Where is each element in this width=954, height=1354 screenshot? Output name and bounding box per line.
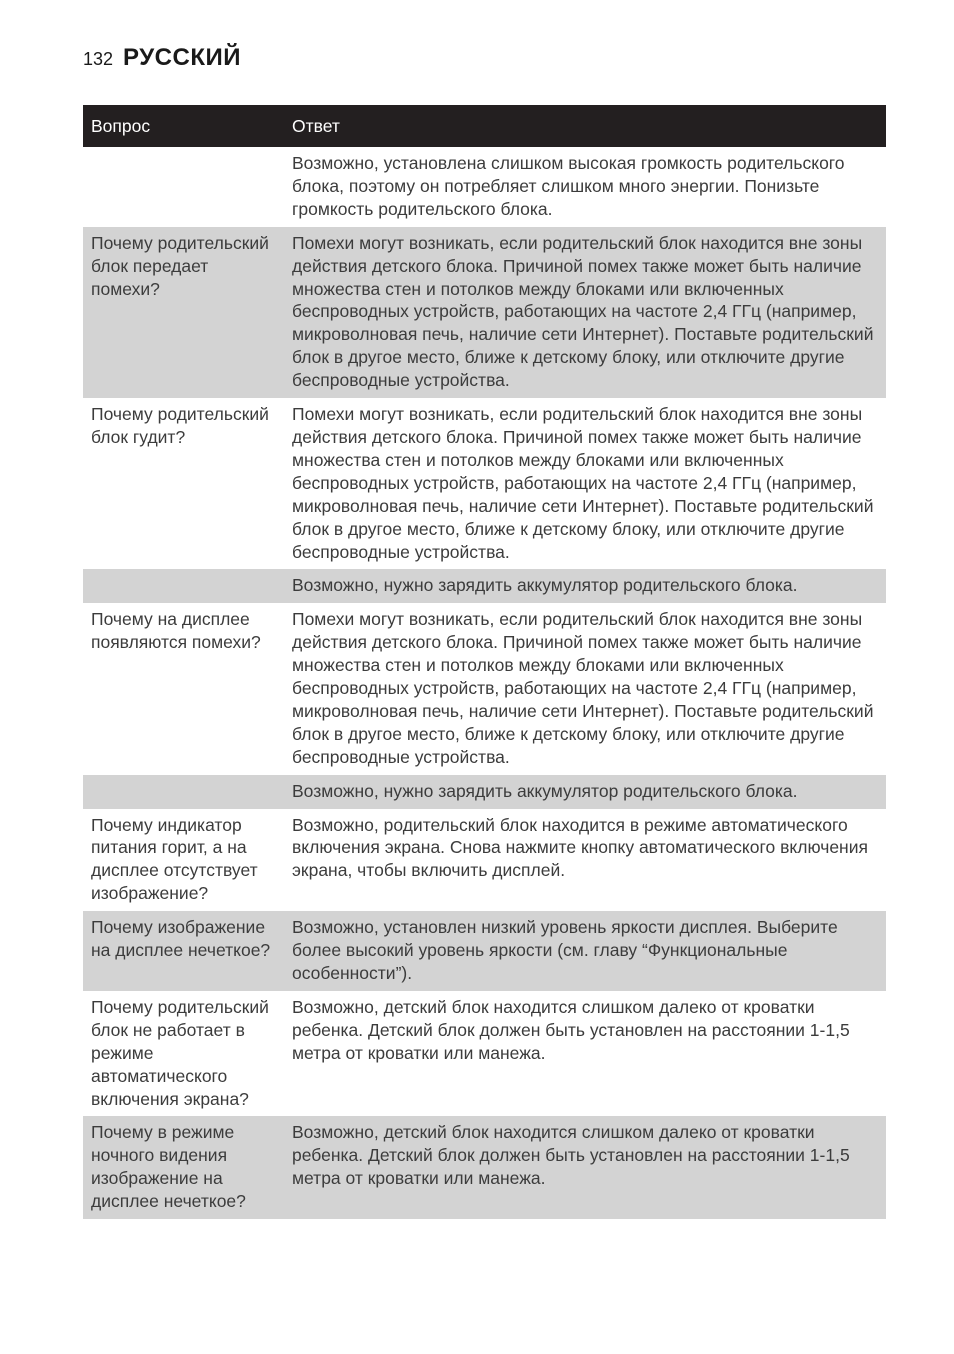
table-row	[83, 1116, 886, 1219]
answer-cell: Возможно, нужно зарядить аккумулятор родительского блока.	[284, 569, 886, 603]
answer-cell: Возможно, установлена слишком высокая громкость родительского блока, поэтому он потребляет слишком много энергии. Понизьте громкость родительского блока.	[292, 153, 845, 219]
answer-cell: Возможно, детский блок находится слишком далеко от кроватки ребенка. Детский блок должен быть установлен на расстоянии 1-1,5 метра от кроватки или манежа.	[284, 1116, 886, 1219]
table-row	[83, 398, 886, 569]
troubleshooting-table	[83, 105, 886, 1219]
page-number: 132	[83, 49, 114, 69]
question-cell: Почему родительский блок передает помехи?	[83, 227, 284, 398]
section-language-title: РУССКИЙ	[123, 44, 241, 71]
question-cell: Почему индикатор питания горит, а на дисплее отсутствует изображение?	[91, 814, 258, 904]
answer-cell: Возможно, установлен низкий уровень яркости дисплея. Выберите более высокий уровень яркости (см. главу “Функциональные особенности”).	[284, 911, 886, 991]
column-header-question: Вопрос	[83, 105, 284, 147]
page-header	[83, 44, 241, 72]
answer-cell: Возможно, родительский блок находится в режиме автоматического включения экрана. Снова нажмите кнопку автоматического включения экрана, чтобы включить дисплей.	[292, 814, 868, 881]
question-cell: Почему родительский блок гудит?	[91, 404, 269, 447]
question-cell: Почему в режиме ночного видения изображение на дисплее нечеткое?	[83, 1116, 284, 1219]
table-row	[83, 991, 886, 1117]
answer-cell: Возможно, нужно зарядить аккумулятор родительского блока.	[284, 775, 886, 809]
answer-cell: Возможно, детский блок находится слишком далеко от кроватки ребенка. Детский блок должен быть установлен на расстоянии 1-1,5 метра от кроватки или манежа.	[292, 996, 850, 1063]
column-header-answer: Ответ	[284, 105, 886, 147]
question-cell: Почему изображение на дисплее нечеткое?	[83, 911, 284, 991]
question-cell: Почему на дисплее появляются помехи?	[91, 609, 261, 653]
table-header-row	[83, 105, 886, 147]
table-row	[83, 775, 886, 809]
question-cell	[83, 569, 284, 603]
question-cell	[83, 147, 284, 227]
table-row	[83, 603, 886, 774]
table-row	[83, 147, 886, 227]
answer-cell: Помехи могут возникать, если родительский блок находится вне зоны действия детского блока. Причиной помех также может быть наличие множества стен и потолков между блоками или включенных беспроводных устройств, работающих на частоте 2,4 ГГц (например, микроволновая печь, наличие сети Интернет). Поставьте родительский блок в другое место, ближе к детскому блоку, или отключите другие беспроводные устройства.	[292, 404, 874, 562]
table-row	[83, 569, 886, 603]
question-cell	[83, 775, 284, 809]
table-row	[83, 227, 886, 398]
table-row	[83, 809, 886, 912]
question-cell: Почему родительский блок не работает в режиме автоматического включения экрана?	[91, 996, 269, 1109]
answer-cell: Помехи могут возникать, если родительский блок находится вне зоны действия детского блока. Причиной помех также может быть наличие множества стен и потолков между блоками или включенных беспроводных устройств, работающих на частоте 2,4 ГГц (например, микроволновая печь, наличие сети Интернет). Поставьте родительский блок в другое место, ближе к детскому блоку, или отключите другие беспроводные устройства.	[284, 227, 886, 398]
table-row	[83, 911, 886, 991]
answer-cell: Помехи могут возникать, если родительский блок находится вне зоны действия детского блока. Причиной помех также может быть наличие множества стен и потолков между блоками или включенных беспроводных устройств, работающих на частоте 2,4 ГГц (например, микроволновая печь, наличие сети Интернет). Поставьте родительский блок в другое место, ближе к детскому блоку, или отключите другие беспроводные устройства.	[292, 609, 874, 767]
